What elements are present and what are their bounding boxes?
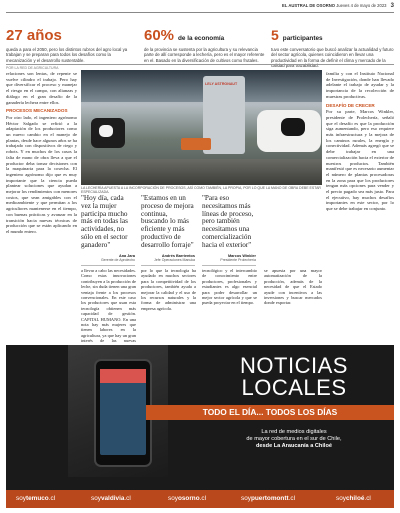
- pull-quote: [141, 195, 195, 266]
- page-number: 3: [390, 3, 394, 9]
- article-column: se apuesta por una mayor automatización de la producción, además de la necesidad de que el Estado ayude con incentivos a las inversiones y buscar mercados donde exportar.: [264, 268, 322, 306]
- ad-title: [196, 355, 392, 399]
- dairy-barn-photo: [81, 70, 322, 185]
- site-links-bar: [6, 490, 394, 508]
- article-column: a llevar a cabo las necesidades. Como estas innovaciones contribuyen a la producción de leche, sin duda tienen una gran ventaja frente a los procesos convencionales. En este caso los productores que usan esta tecnología obtienen más capacidad de gestión. CAPITAL HUMANO. En una nota hay más mujeres que tienen labores en la agricultura, ya que hay un gran interés de las nuevas: [81, 268, 136, 344]
- article-column: tecnológico y el intercambio de conocimiento entre productores, profesionales y estudiantes es algo esencial para poder desarrollar un mejor sector agrícola y que se pueda proyectar en el tiempo.: [202, 268, 257, 306]
- equipment: [181, 138, 211, 150]
- quote-text: "Estamos en un proceso de mejora continua, buscando lo más eficiente y más productivo de desarrollo forraje": [141, 194, 194, 249]
- stat-years: [6, 27, 134, 63]
- robot-label: LELY ASTRONAUT: [205, 82, 238, 86]
- subheading: DESAFÍO DE CRECER: [326, 102, 375, 108]
- site-link-puertomontt[interactable]: soypuertomontt.cl: [241, 495, 295, 502]
- quote-rule: [202, 265, 256, 266]
- quote-text: "Para eso necesitamos más líneas de proceso, pero también necesitamos una comercialización hacia el exterior": [202, 194, 254, 249]
- ad-tagline: [196, 429, 392, 449]
- site-link-valdivia[interactable]: soyvaldivia.cl: [91, 495, 131, 502]
- pull-quote: [81, 195, 135, 266]
- pull-quote: [202, 195, 256, 266]
- quote-role: Gerente de Aprolecho: [100, 257, 135, 262]
- article-column: por lo que la tecnología ha ayudado en muchos sectores para la competitividad de los productores, también ayuda a mejorar la calidad y el uso de los recursos naturales y la forma de administrar una empresa agrícola.: [141, 268, 196, 311]
- quote-text: "Hoy día, cada vez la mujer participa mucho más en todas las actividades, no sólo en el sector ganadero": [81, 194, 128, 249]
- barn-floor: [81, 159, 322, 185]
- advertisement[interactable]: [6, 345, 394, 508]
- section-divider: [6, 64, 394, 65]
- stat-description: queda a para el 2050, pero los distintos rubros del agro local ya trabajan y se preparan para todos los desafíos como la mecanización y el desarrollo sustentable.: [6, 47, 128, 63]
- screen-header: [100, 369, 146, 383]
- stat-description: tuvo este conversatorio que buscó analizar la actualidad y futuro del sector agrícola, quienes coincidieron en llevar una productividad en la forma de definir el clima y mercado de la calidad para trazabilidad.: [271, 47, 394, 69]
- ad-title-line1: NOTICIAS: [240, 353, 348, 378]
- tagline-line: desde La Araucanía a Chiloé: [256, 442, 332, 449]
- site-link-chiloe[interactable]: soychiloé.cl: [336, 495, 371, 502]
- paragraph: relaciones son lentas, de repente se vuelve cilindro el trabajo. Pero hay que diversificar el proceso y manejar el riesgo en el campo, con alianzas y diálogo en el gran desafío de la ganadería lechera entre ellos.: [6, 71, 77, 105]
- subheading: PROCESOS MECANIZADOS: [6, 108, 68, 114]
- newspaper-name: EL AUSTRAL DE OSORNO: [282, 3, 336, 8]
- smartphone-image: [94, 359, 152, 467]
- quote-author: Marcos Winkler: [227, 253, 256, 258]
- stat-number: 60%: [144, 27, 175, 44]
- page-header: [6, 3, 394, 13]
- stat-economy: [144, 27, 266, 63]
- site-link-osorno[interactable]: soyosorno.cl: [168, 495, 207, 502]
- quote-role: Jefe Operaciones Manuka: [154, 257, 195, 262]
- stat-number: 5: [271, 27, 279, 43]
- phone-screen: [100, 369, 146, 455]
- article-column-right: [326, 71, 394, 341]
- stat-caption: de la economía: [178, 35, 225, 42]
- article-column-left: [6, 71, 77, 341]
- cow-spot: [99, 125, 113, 137]
- stat-number: 27 años: [6, 27, 62, 44]
- paragraph: Por otro lado, el ingeniero agrónomo Héctor Salgado se refirió a la adaptación de los productores como un nuevo cambio en el manejo de plantas, desde hace algunos años se ha trabajado con dispositivos de riego y robots. Y en muchos de los casos la falta de mano de obra lleva a que el productor deba tomar decisiones con la maquinaria para la cosecha. El ingeniero agrónomo dijo que es muy importante que la ciencia pueda plantear soluciones que ayudan a mejorar los rendimientos con menores costos, que sean amigables con el medioambiente y que permitan a los agricultores mantenerse en el tiempo, con buenas prácticas y avanzar en la transición hacia nuevas técnicas de producción que se están aplicando en el mundo entero.: [6, 114, 77, 234]
- byline: POR LA RED DE AGRICULTURA: [6, 66, 59, 70]
- quote-author: Ana Jara: [118, 253, 135, 258]
- quote-rule: [141, 265, 195, 266]
- site-link-temuco[interactable]: soytemuco.cl: [16, 495, 56, 502]
- paragraph: familia y con el Instituto Nacional de Investigación, donde han llevado adelante el trabajo de ayudar y la importancia de la recolección de muestras productivas.: [326, 71, 394, 99]
- quote-author: Andrés Barrientos: [161, 253, 195, 258]
- barn-roof: [81, 70, 322, 102]
- quote-rule: [81, 265, 135, 266]
- stat-participants: [271, 27, 394, 69]
- stat-caption: participantes: [282, 35, 323, 42]
- issue-date: Jueves 4 de mayo de 2023: [336, 3, 387, 8]
- ad-slogan-band: TODO EL DÍA... TODOS LOS DÍAS: [146, 405, 394, 420]
- paragraph: Por su parte, Marcos Winkler, presidente de Prolechería, señaló que el desafío es que la producción siga aumentando, pero eso requiere más infraestructura y la mejora de los caminos rurales, la energía y conectividad. Además agregó que se debe trabajar en una comercialización hacia el exterior de nuestros productos. También manifestó que es necesario aumentar el número de plantas procesadoras en la zona para que los productores tengan más opciones para vender y el precio pagado sea más justo. Para el ejecutivo, hay muchos desafíos importantes en este sector, por lo que se debe trabajar en conjunto.: [326, 109, 394, 212]
- cow-spot: [281, 118, 305, 136]
- tagline-line: La red de medios digitales: [261, 429, 327, 435]
- quote-role: Presidente Prolechería: [220, 257, 256, 262]
- tagline-line: de mayor cobertura en el sur de Chile,: [246, 435, 342, 442]
- photo-caption: LA LECHERÍA APUESTA A LA INCORPORACIÓN DE PROCESOS, ASÍ COMO TAMBIÉN, LA PROPIA, POR LO QUE LA MANO DE OBRA DEBE ESTAR ESPECIALIZADA.: [81, 186, 321, 194]
- ad-title-line2: LOCALES: [241, 375, 347, 400]
- stat-description: de la provincia se sustenta por la agricultura y su relevancia parte de allí corresponde a lechería, pero es el mayor referente en el. Basado en la diversificación de cultivos como frutales.: [144, 47, 265, 63]
